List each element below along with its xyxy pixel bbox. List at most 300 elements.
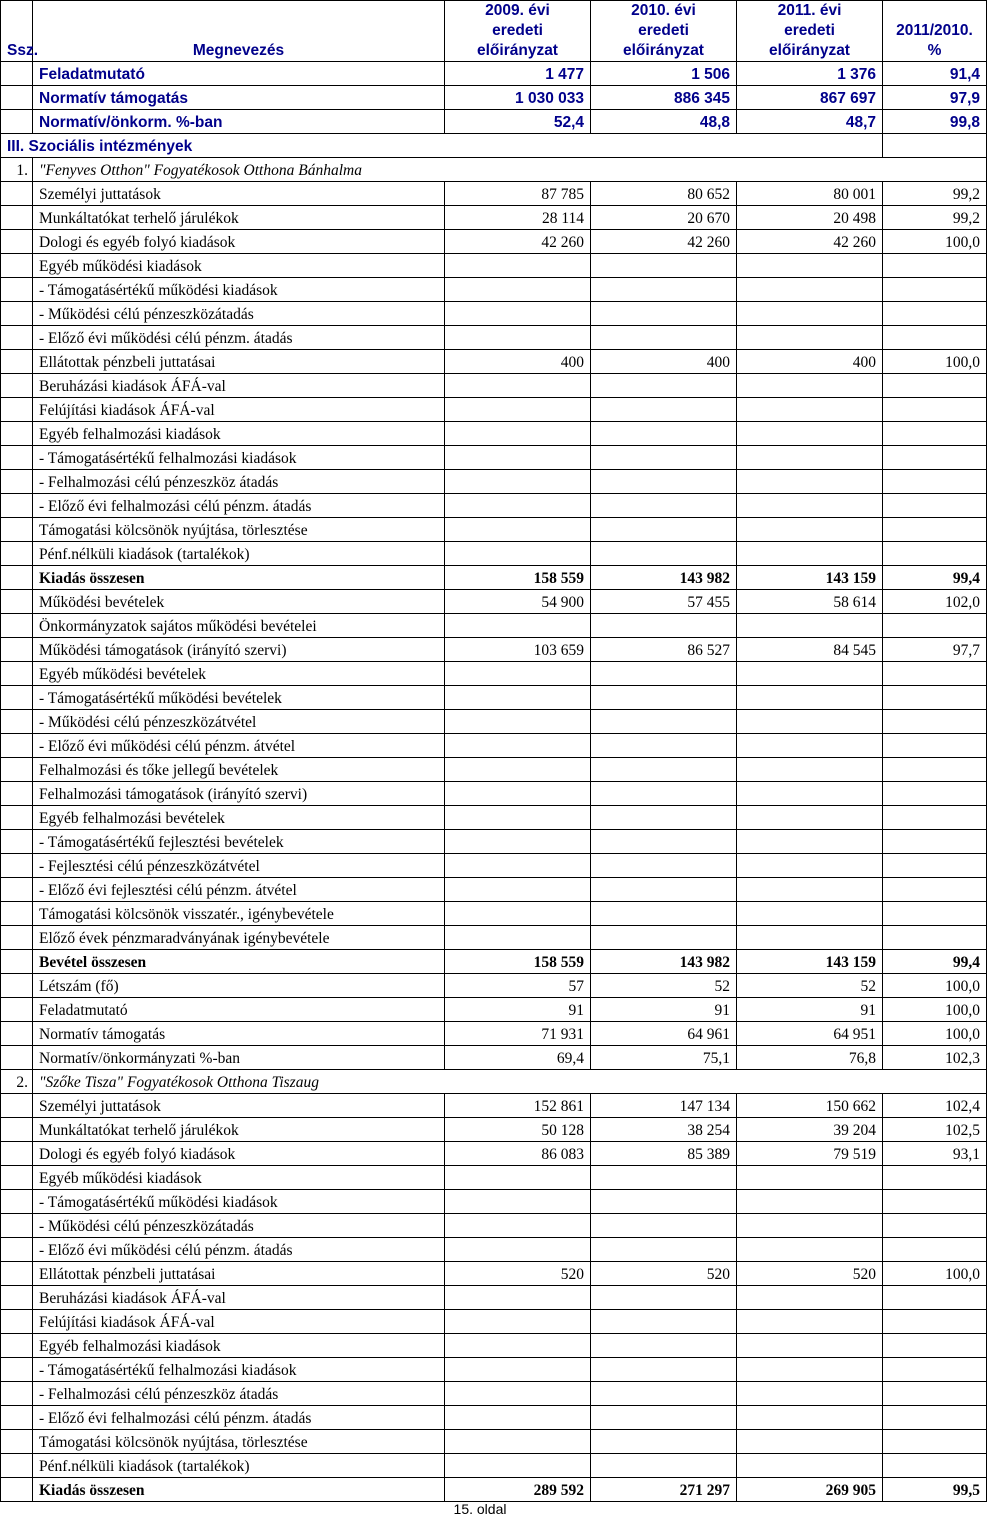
value-pct: 102,3 xyxy=(883,1046,987,1070)
institution-title-row xyxy=(1,1070,987,1094)
budget-row xyxy=(1,878,987,902)
summary-row xyxy=(1,62,987,86)
row-label: - Működési célú pénzeszközátadás xyxy=(33,1214,445,1238)
row-number-cell xyxy=(1,494,33,518)
row-label: Dologi és egyéb folyó kiadások xyxy=(33,230,445,254)
value-2010 xyxy=(591,1190,737,1214)
value-2010 xyxy=(591,1382,737,1406)
row-label: Személyi juttatások xyxy=(33,182,445,206)
value-2011 xyxy=(737,1382,883,1406)
value-2009 xyxy=(445,806,591,830)
value-2011: 64 951 xyxy=(737,1022,883,1046)
budget-row xyxy=(1,1118,987,1142)
value-pct: 100,0 xyxy=(883,230,987,254)
value-2010 xyxy=(591,374,737,398)
row-number-cell xyxy=(1,1214,33,1238)
total-row xyxy=(1,950,987,974)
row-number-cell xyxy=(1,446,33,470)
value-2011 xyxy=(737,1190,883,1214)
row-number-cell xyxy=(1,422,33,446)
row-label: Működési támogatások (irányító szervi) xyxy=(33,638,445,662)
value-2011 xyxy=(737,1166,883,1190)
row-number-cell xyxy=(1,950,33,974)
value-pct xyxy=(883,1190,987,1214)
row-label: Felújítási kiadások ÁFÁ-val xyxy=(33,1310,445,1334)
budget-row xyxy=(1,854,987,878)
budget-row xyxy=(1,1238,987,1262)
row-number-cell xyxy=(1,1118,33,1142)
row-number-cell xyxy=(1,1262,33,1286)
value-pct xyxy=(883,782,987,806)
value-2009 xyxy=(445,1238,591,1262)
header-name: Megnevezés xyxy=(33,1,445,62)
value-2011 xyxy=(737,1358,883,1382)
value-pct: 97,7 xyxy=(883,638,987,662)
row-label: Kiadás összesen xyxy=(33,1478,445,1502)
value-2010 xyxy=(591,710,737,734)
value-2009: 152 861 xyxy=(445,1094,591,1118)
value-2009 xyxy=(445,518,591,542)
value-2009 xyxy=(445,1310,591,1334)
row-number-cell xyxy=(1,638,33,662)
row-label: Létszám (fő) xyxy=(33,974,445,998)
value-2009 xyxy=(445,1406,591,1430)
value-2010: 52 xyxy=(591,974,737,998)
value-pct xyxy=(883,854,987,878)
value-pct xyxy=(883,374,987,398)
row-number-cell xyxy=(1,302,33,326)
row-label: Dologi és egyéb folyó kiadások xyxy=(33,1142,445,1166)
value-2009: 86 083 xyxy=(445,1142,591,1166)
value-2010 xyxy=(591,758,737,782)
budget-row xyxy=(1,806,987,830)
row-number-cell xyxy=(1,1406,33,1430)
value-pct xyxy=(883,1406,987,1430)
value-2009 xyxy=(445,374,591,398)
value-pct xyxy=(883,1310,987,1334)
value-2009: 87 785 xyxy=(445,182,591,206)
row-label: Normatív/önkormányzati %-ban xyxy=(33,1046,445,1070)
value-2009: 69,4 xyxy=(445,1046,591,1070)
value-pct xyxy=(883,254,987,278)
value-2009 xyxy=(445,542,591,566)
row-label: - Előző évi működési célú pénzm. átadás xyxy=(33,326,445,350)
budget-row xyxy=(1,590,987,614)
value-2010 xyxy=(591,1430,737,1454)
value-2009: 1 477 xyxy=(445,62,591,86)
budget-row xyxy=(1,734,987,758)
row-number-cell xyxy=(1,542,33,566)
value-pct: 97,9 xyxy=(883,86,987,110)
page-number: 15. oldal xyxy=(453,1501,507,1517)
value-pct xyxy=(883,1166,987,1190)
value-pct xyxy=(883,902,987,926)
value-2009: 54 900 xyxy=(445,590,591,614)
value-pct: 100,0 xyxy=(883,974,987,998)
value-pct xyxy=(883,1430,987,1454)
row-number-cell xyxy=(1,734,33,758)
value-2011 xyxy=(737,326,883,350)
row-number-cell xyxy=(1,1310,33,1334)
value-2009: 42 260 xyxy=(445,230,591,254)
row-number-cell xyxy=(1,758,33,782)
value-2009 xyxy=(445,878,591,902)
value-pct: 100,0 xyxy=(883,998,987,1022)
value-pct xyxy=(883,1382,987,1406)
value-2011: 520 xyxy=(737,1262,883,1286)
value-2011 xyxy=(737,542,883,566)
row-label: - Felhalmozási célú pénzeszköz átadás xyxy=(33,1382,445,1406)
value-2009 xyxy=(445,854,591,878)
value-2011 xyxy=(737,878,883,902)
row-label: Feladatmutató xyxy=(33,998,445,1022)
value-2011: 58 614 xyxy=(737,590,883,614)
row-label: Pénf.nélküli kiadások (tartalékok) xyxy=(33,542,445,566)
institution-number: 2. xyxy=(1,1070,33,1094)
institution-title: "Fenyves Otthon" Fogyatékosok Otthona Bánhalma xyxy=(33,158,987,182)
row-number-cell xyxy=(1,566,33,590)
value-pct xyxy=(883,1454,987,1478)
row-label: Felhalmozási támogatások (irányító szervi) xyxy=(33,782,445,806)
value-pct xyxy=(883,326,987,350)
section-title-row xyxy=(1,134,987,158)
value-pct: 91,4 xyxy=(883,62,987,86)
header-2009-line2: eredeti xyxy=(492,22,543,39)
value-2009 xyxy=(445,1358,591,1382)
budget-table-body xyxy=(1,1,987,1502)
budget-row xyxy=(1,758,987,782)
value-2009 xyxy=(445,686,591,710)
value-2011 xyxy=(737,254,883,278)
value-pct xyxy=(883,398,987,422)
value-2009: 400 xyxy=(445,350,591,374)
value-2009 xyxy=(445,254,591,278)
value-2010 xyxy=(591,854,737,878)
row-number-cell xyxy=(1,998,33,1022)
value-2010 xyxy=(591,398,737,422)
row-number-cell xyxy=(1,710,33,734)
row-label: - Előző évi működési célú pénzm. átvétel xyxy=(33,734,445,758)
header-row xyxy=(1,1,987,62)
value-2009 xyxy=(445,1430,591,1454)
row-label: Egyéb működési kiadások xyxy=(33,1166,445,1190)
value-2011: 79 519 xyxy=(737,1142,883,1166)
value-2011 xyxy=(737,1430,883,1454)
row-label: - Előző évi működési célú pénzm. átadás xyxy=(33,1238,445,1262)
budget-row xyxy=(1,614,987,638)
value-2009 xyxy=(445,1166,591,1190)
budget-row xyxy=(1,1286,987,1310)
header-ssz: Ssz. xyxy=(1,1,33,62)
row-number-cell xyxy=(1,1046,33,1070)
row-label: Pénf.nélküli kiadások (tartalékok) xyxy=(33,1454,445,1478)
value-pct xyxy=(883,542,987,566)
value-2010 xyxy=(591,878,737,902)
budget-row xyxy=(1,350,987,374)
row-number-cell xyxy=(1,590,33,614)
row-number-cell xyxy=(1,230,33,254)
value-2011 xyxy=(737,782,883,806)
budget-row xyxy=(1,1262,987,1286)
value-pct: 93,1 xyxy=(883,1142,987,1166)
budget-row xyxy=(1,1454,987,1478)
value-2011 xyxy=(737,926,883,950)
budget-row xyxy=(1,926,987,950)
value-pct xyxy=(883,686,987,710)
value-2009 xyxy=(445,1454,591,1478)
value-2011 xyxy=(737,830,883,854)
header-2011-line3: előirányzat xyxy=(769,42,850,59)
row-number-cell xyxy=(1,974,33,998)
budget-row xyxy=(1,422,987,446)
value-2010 xyxy=(591,686,737,710)
value-2010 xyxy=(591,926,737,950)
value-2010: 271 297 xyxy=(591,1478,737,1502)
row-number-cell xyxy=(1,326,33,350)
row-number-cell xyxy=(1,1430,33,1454)
value-2009 xyxy=(445,470,591,494)
value-2010 xyxy=(591,1238,737,1262)
value-2010 xyxy=(591,470,737,494)
value-2010: 85 389 xyxy=(591,1142,737,1166)
value-2010 xyxy=(591,806,737,830)
row-number-cell xyxy=(1,350,33,374)
value-pct xyxy=(883,614,987,638)
value-2010: 886 345 xyxy=(591,86,737,110)
row-number-cell xyxy=(1,110,33,134)
row-label: Munkáltatókat terhelő járulékok xyxy=(33,1118,445,1142)
row-label: - Támogatásértékű működési kiadások xyxy=(33,278,445,302)
value-2010 xyxy=(591,1454,737,1478)
budget-row xyxy=(1,1046,987,1070)
value-2010 xyxy=(591,446,737,470)
value-pct xyxy=(883,1286,987,1310)
row-label: Normatív támogatás xyxy=(33,86,445,110)
value-pct xyxy=(883,1238,987,1262)
value-pct xyxy=(883,1214,987,1238)
row-label: Munkáltatókat terhelő járulékok xyxy=(33,206,445,230)
header-2010-line1: 2010. évi xyxy=(631,2,696,19)
value-2009 xyxy=(445,1214,591,1238)
value-2009 xyxy=(445,902,591,926)
section-title: III. Szociális intézmények xyxy=(1,134,883,158)
budget-row xyxy=(1,206,987,230)
value-2011: 1 376 xyxy=(737,62,883,86)
row-label: - Működési célú pénzeszközátadás xyxy=(33,302,445,326)
value-2009 xyxy=(445,1190,591,1214)
value-2010: 80 652 xyxy=(591,182,737,206)
value-2011: 80 001 xyxy=(737,182,883,206)
value-2010 xyxy=(591,1286,737,1310)
value-pct: 100,0 xyxy=(883,1022,987,1046)
row-label: Felhalmozási és tőke jellegű bevételek xyxy=(33,758,445,782)
row-number-cell xyxy=(1,782,33,806)
budget-row xyxy=(1,710,987,734)
value-2010: 86 527 xyxy=(591,638,737,662)
budget-row xyxy=(1,782,987,806)
value-2010 xyxy=(591,1334,737,1358)
value-2010 xyxy=(591,302,737,326)
header-2009 xyxy=(445,1,591,62)
value-2010: 48,8 xyxy=(591,110,737,134)
budget-row xyxy=(1,1406,987,1430)
value-2011: 150 662 xyxy=(737,1094,883,1118)
row-label: Feladatmutató xyxy=(33,62,445,86)
budget-row xyxy=(1,1358,987,1382)
row-label: - Támogatásértékű fejlesztési bevételek xyxy=(33,830,445,854)
row-label: Normatív támogatás xyxy=(33,1022,445,1046)
value-2010 xyxy=(591,1406,737,1430)
value-2010 xyxy=(591,518,737,542)
value-pct xyxy=(883,302,987,326)
value-2009: 1 030 033 xyxy=(445,86,591,110)
budget-row xyxy=(1,446,987,470)
value-2011 xyxy=(737,494,883,518)
value-2009 xyxy=(445,494,591,518)
value-2010 xyxy=(591,830,737,854)
value-2009: 91 xyxy=(445,998,591,1022)
value-2011: 52 xyxy=(737,974,883,998)
value-2010: 1 506 xyxy=(591,62,737,86)
value-2011 xyxy=(737,734,883,758)
total-row xyxy=(1,566,987,590)
value-pct xyxy=(883,830,987,854)
budget-row xyxy=(1,278,987,302)
value-2010: 147 134 xyxy=(591,1094,737,1118)
row-number-cell xyxy=(1,1238,33,1262)
budget-row xyxy=(1,1310,987,1334)
value-2010: 75,1 xyxy=(591,1046,737,1070)
value-2011 xyxy=(737,1310,883,1334)
budget-row xyxy=(1,1382,987,1406)
value-pct xyxy=(883,446,987,470)
value-2010 xyxy=(591,542,737,566)
value-2009: 28 114 xyxy=(445,206,591,230)
value-pct: 99,4 xyxy=(883,950,987,974)
row-number-cell xyxy=(1,374,33,398)
row-number-cell xyxy=(1,1166,33,1190)
header-pct xyxy=(883,1,987,62)
row-label: Normatív/önkorm. %-ban xyxy=(33,110,445,134)
budget-row xyxy=(1,1214,987,1238)
row-label: Ellátottak pénzbeli juttatásai xyxy=(33,1262,445,1286)
value-2011: 400 xyxy=(737,350,883,374)
header-2010-line2: eredeti xyxy=(638,22,689,39)
row-number-cell xyxy=(1,1094,33,1118)
row-label: Támogatási kölcsönök visszatér., igénybevétele xyxy=(33,902,445,926)
row-label: Beruházási kiadások ÁFÁ-val xyxy=(33,1286,445,1310)
value-2010 xyxy=(591,734,737,758)
value-2011 xyxy=(737,686,883,710)
budget-row xyxy=(1,1094,987,1118)
row-number-cell xyxy=(1,854,33,878)
value-2009: 103 659 xyxy=(445,638,591,662)
value-pct: 102,0 xyxy=(883,590,987,614)
value-2009 xyxy=(445,302,591,326)
value-pct xyxy=(883,806,987,830)
row-label: Egyéb működési bevételek xyxy=(33,662,445,686)
row-number-cell xyxy=(1,806,33,830)
value-2010: 400 xyxy=(591,350,737,374)
row-label: Támogatási kölcsönök nyújtása, törlesztése xyxy=(33,518,445,542)
value-2011 xyxy=(737,446,883,470)
value-2009: 52,4 xyxy=(445,110,591,134)
value-2010 xyxy=(591,326,737,350)
summary-row xyxy=(1,110,987,134)
value-2011 xyxy=(737,854,883,878)
value-2009 xyxy=(445,1334,591,1358)
row-label: Egyéb működési kiadások xyxy=(33,254,445,278)
row-label: Beruházási kiadások ÁFÁ-val xyxy=(33,374,445,398)
budget-row xyxy=(1,398,987,422)
value-2010: 57 455 xyxy=(591,590,737,614)
value-2011 xyxy=(737,1334,883,1358)
value-2011 xyxy=(737,1454,883,1478)
value-pct xyxy=(883,734,987,758)
row-label: Egyéb felhalmozási kiadások xyxy=(33,1334,445,1358)
row-number-cell xyxy=(1,830,33,854)
row-number-cell xyxy=(1,278,33,302)
budget-row xyxy=(1,1142,987,1166)
value-2009 xyxy=(445,734,591,758)
budget-row xyxy=(1,998,987,1022)
row-number-cell xyxy=(1,62,33,86)
budget-row xyxy=(1,518,987,542)
value-2009 xyxy=(445,782,591,806)
header-2011-line1: 2011. évi xyxy=(777,2,842,19)
header-2010-line3: előirányzat xyxy=(623,42,704,59)
budget-row xyxy=(1,254,987,278)
value-2011 xyxy=(737,518,883,542)
budget-row xyxy=(1,230,987,254)
row-label: - Fejlesztési célú pénzeszközátvétel xyxy=(33,854,445,878)
value-2010 xyxy=(591,494,737,518)
budget-row xyxy=(1,1022,987,1046)
budget-row xyxy=(1,662,987,686)
value-pct: 99,8 xyxy=(883,110,987,134)
value-2010 xyxy=(591,278,737,302)
header-pct-line2: % xyxy=(927,42,942,59)
budget-row xyxy=(1,302,987,326)
row-label: - Előző évi felhalmozási célú pénzm. átadás xyxy=(33,1406,445,1430)
value-2010: 520 xyxy=(591,1262,737,1286)
budget-row xyxy=(1,182,987,206)
row-number-cell xyxy=(1,662,33,686)
row-label: Támogatási kölcsönök nyújtása, törlesztése xyxy=(33,1430,445,1454)
row-number-cell xyxy=(1,1454,33,1478)
value-2009: 520 xyxy=(445,1262,591,1286)
row-label: - Felhalmozási célú pénzeszköz átadás xyxy=(33,470,445,494)
budget-row xyxy=(1,974,987,998)
row-number-cell xyxy=(1,1358,33,1382)
value-2011 xyxy=(737,398,883,422)
row-label: Előző évek pénzmaradványának igénybevétele xyxy=(33,926,445,950)
row-label: - Működési célú pénzeszközátvétel xyxy=(33,710,445,734)
row-number-cell xyxy=(1,206,33,230)
value-2010: 143 982 xyxy=(591,950,737,974)
row-number-cell xyxy=(1,254,33,278)
value-2009 xyxy=(445,422,591,446)
budget-row xyxy=(1,830,987,854)
row-number-cell xyxy=(1,686,33,710)
value-2011: 20 498 xyxy=(737,206,883,230)
value-2009 xyxy=(445,398,591,422)
value-2009 xyxy=(445,830,591,854)
row-label: - Támogatásértékű felhalmozási kiadások xyxy=(33,1358,445,1382)
value-pct xyxy=(883,518,987,542)
value-pct: 99,2 xyxy=(883,206,987,230)
value-2010 xyxy=(591,614,737,638)
